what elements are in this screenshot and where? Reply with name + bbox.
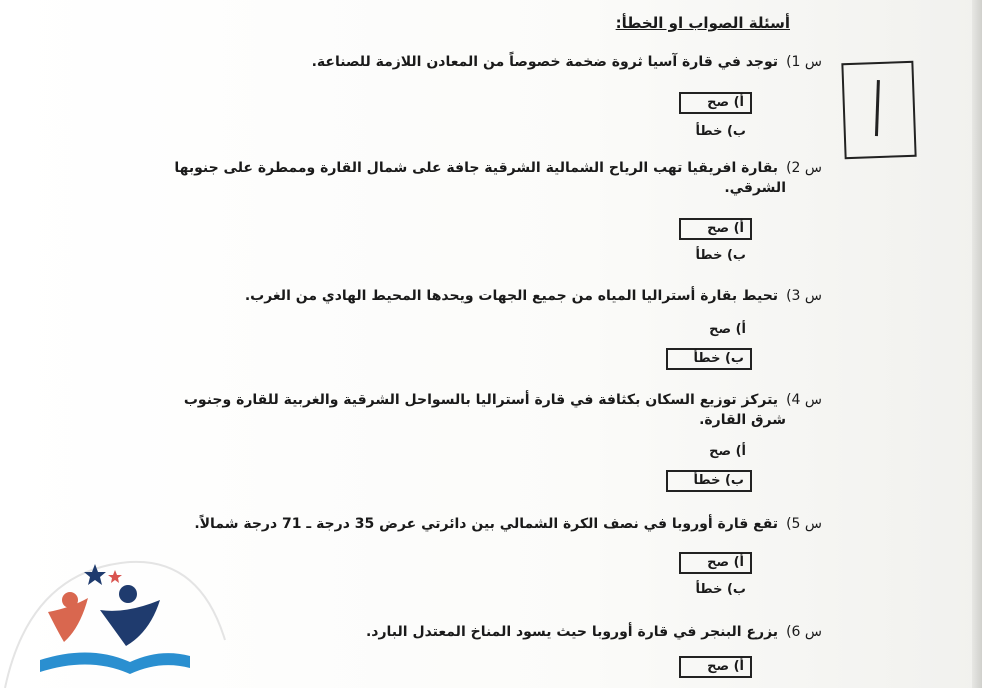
option-a[interactable]: أ) صح [679,656,752,678]
option-a[interactable]: أ) صح [679,552,752,574]
question-4 [184,390,822,430]
option-b[interactable]: ب) خطأ [695,124,746,139]
question-number: س 2) [786,160,822,176]
question-text: بقارة افريقيا تهب الرياح الشمالية الشرقية جافة على شمال القارة وممطرة على جنوبها [174,160,779,176]
question-text: تقع قارة أوروبا في نصف الكرة الشمالي بين دائرتي عرض 35 درجة ـ 71 درجة شمالاً. [194,516,779,532]
grade-mark [875,80,880,136]
option-b[interactable]: ب) خطأ [666,470,752,492]
question-number: س 6) [786,624,822,640]
question-text: يتركز توزيع السكان بكثافة في قارة أستراليا بالسواحل الشرقية والغربية للقارة وجنوب [183,392,779,408]
question-text-continued: الشرقي. [724,180,786,196]
option-a[interactable]: أ) صح [709,322,746,337]
star-icon [108,570,122,583]
book-icon [40,652,190,674]
question-number: س 3) [786,288,822,304]
question-number: س 4) [786,392,822,408]
figure-body-icon [100,600,160,646]
option-b[interactable]: ب) خطأ [666,348,752,370]
option-a[interactable]: أ) صح [679,218,752,240]
question-6 [366,622,822,642]
watermark-logo [0,540,230,688]
question-text-continued: شرق القارة. [699,412,786,428]
option-b[interactable]: ب) خطأ [695,582,746,597]
question-2 [174,158,822,198]
figure-head-icon [119,585,137,603]
question-5 [194,514,822,534]
grade-box [841,61,916,159]
option-a[interactable]: أ) صح [709,444,746,459]
section-title: أسئلة الصواب او الخطأ: [615,14,790,32]
page-edge [972,0,982,688]
option-b[interactable]: ب) خطأ [695,248,746,263]
question-3 [245,286,822,306]
question-number: س 1) [786,54,822,70]
question-text: تحيط بقارة أستراليا المياه من جميع الجهات ويحدها المحيط الهادي من الغرب. [244,288,779,304]
option-a[interactable]: أ) صح [679,92,752,114]
question-text: يزرع البنجر في قارة أوروبا حيث يسود المناخ المعتدل البارد. [365,624,779,640]
question-text: توجد في قارة آسيا ثروة ضخمة خصوصاً من المعادن اللازمة للصناعة. [311,54,779,70]
question-number: س 5) [786,516,822,532]
question-1 [312,52,822,72]
